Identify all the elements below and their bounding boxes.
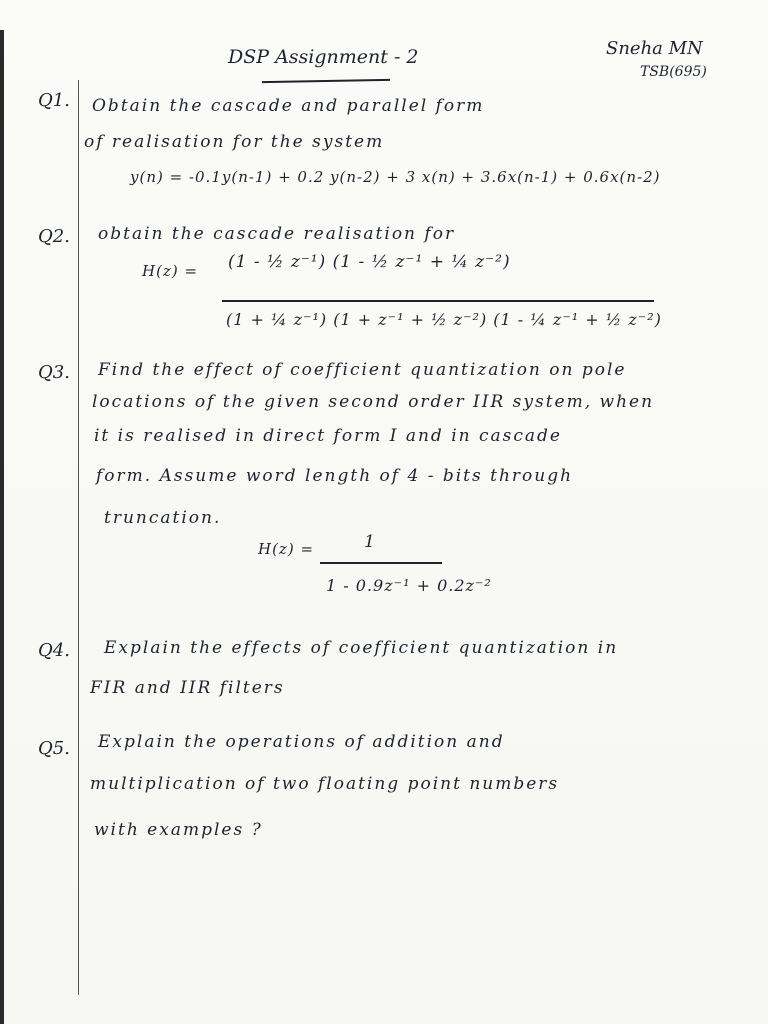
q2-denominator: (1 + ¼ z⁻¹) (1 + z⁻¹ + ½ z⁻²) (1 - ¼ z⁻¹ + ½ z⁻²)	[226, 310, 662, 329]
q4-line-2: FIR and IIR filters	[90, 678, 285, 698]
q3-fraction-bar	[320, 562, 442, 564]
q1-line-1: Obtain the cascade and parallel form	[92, 96, 485, 116]
q3-lhs: H(z) =	[258, 540, 315, 558]
q3-numerator: 1	[364, 532, 376, 552]
q3-line-5: truncation.	[104, 508, 222, 528]
q5-line-3: with examples ?	[94, 820, 263, 840]
author-id: TSB(695)	[640, 64, 707, 80]
title-underline	[262, 79, 390, 83]
q2-numerator: (1 - ½ z⁻¹) (1 - ½ z⁻¹ + ¼ z⁻²)	[228, 252, 511, 272]
question-label-5: Q5.	[38, 738, 70, 759]
q2-line-1: obtain the cascade realisation for	[98, 224, 456, 244]
q3-denominator: 1 - 0.9z⁻¹ + 0.2z⁻²	[326, 576, 492, 595]
author-name: Sneha MN	[606, 38, 703, 59]
q3-line-2: locations of the given second order IIR system, when	[92, 392, 655, 412]
margin-line	[78, 80, 79, 995]
q3-line-1: Find the effect of coefficient quantization on pole	[98, 360, 627, 380]
page-edge	[0, 30, 4, 1024]
question-label-3: Q3.	[38, 362, 70, 383]
question-label-2: Q2.	[38, 226, 70, 247]
q2-fraction-bar	[222, 300, 654, 302]
q5-line-1: Explain the operations of addition and	[98, 732, 505, 752]
q2-lhs: H(z) =	[142, 262, 199, 280]
q5-line-2: multiplication of two floating point numbers	[90, 774, 560, 794]
q1-line-2: of realisation for the system	[84, 132, 385, 152]
q3-line-3: it is realised in direct form I and in cascade	[94, 426, 562, 446]
q3-line-4: form. Assume word length of 4 - bits through	[96, 466, 574, 486]
page-title: DSP Assignment - 2	[228, 46, 419, 68]
question-label-4: Q4.	[38, 640, 70, 661]
q4-line-1: Explain the effects of coefficient quantization in	[104, 638, 619, 658]
question-label-1: Q1.	[38, 90, 70, 111]
q1-equation: y(n) = -0.1y(n-1) + 0.2 y(n-2) + 3 x(n) + 3.6x(n-1) + 0.6x(n-2)	[130, 168, 661, 186]
